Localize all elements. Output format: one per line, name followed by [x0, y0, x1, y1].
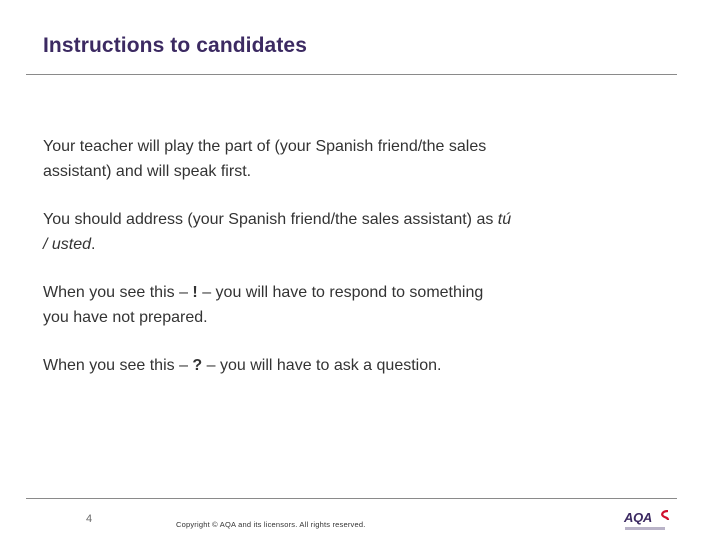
paragraph-4-text: When you see this – — [43, 357, 193, 374]
page-number: 4 — [86, 513, 93, 525]
paragraph-2-end: . — [91, 236, 96, 253]
exclamation-mark: ! — [192, 284, 198, 301]
logo-tagline-bar — [625, 527, 665, 530]
copyright-notice: Copyright © AQA and its licensors. All rights reserved. — [176, 520, 366, 529]
address-form-text: tú / usted — [43, 211, 512, 253]
paragraph-3-end: – you will have to respond to something you have not prepared. — [43, 284, 484, 326]
paragraph-1-text: Your teacher will play the part of (your Spanish friend/the sales assistant) and will speak first. — [43, 138, 487, 180]
paragraph-3-text: When you see this – — [43, 284, 193, 301]
question-mark: ? — [192, 357, 203, 374]
instruction-paragraph-4 — [43, 353, 513, 378]
slide-title: Instructions to candidates — [43, 34, 307, 57]
instruction-paragraph-2 — [43, 207, 513, 257]
aqa-logo — [624, 508, 672, 534]
instruction-paragraph-3 — [43, 280, 513, 330]
logo-wordmark: AQA — [624, 510, 652, 525]
logo-swoosh-icon — [660, 510, 670, 522]
instruction-paragraph-1 — [43, 134, 513, 184]
instructions-body — [43, 134, 513, 401]
paragraph-2-text: You should address (your Spanish friend/the sales assistant) as — [43, 211, 498, 228]
paragraph-4-end: – you will have to ask a question. — [202, 357, 442, 374]
title-divider — [26, 74, 677, 75]
footer-divider — [26, 498, 677, 499]
